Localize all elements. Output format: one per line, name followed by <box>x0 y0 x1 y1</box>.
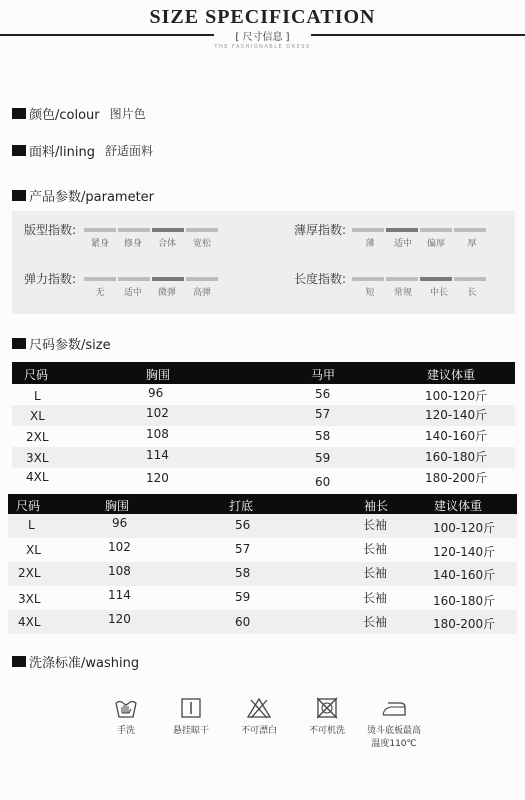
header-size: 尺码 <box>24 368 49 382</box>
cell-size: 2XL <box>18 566 41 580</box>
size-table-vest <box>12 362 515 489</box>
cell-sleeve: 长袖 <box>363 566 388 580</box>
size-section <box>12 334 111 353</box>
cell-base: 56 <box>235 518 251 532</box>
option-label: 微弹 <box>157 288 176 298</box>
stretch-index-label: 弹力指数: <box>24 272 77 286</box>
cell-chest: 120 <box>108 612 131 626</box>
cell-size: 2XL <box>26 430 49 444</box>
cell-weight: 180-200斤 <box>425 471 488 485</box>
parameter-panel <box>12 211 515 314</box>
square-bullet-icon <box>12 145 26 156</box>
header-subtitle: [ 尺寸信息 ] <box>0 28 525 43</box>
cell-chest: 108 <box>146 427 169 441</box>
wash-label: 不可机洗 <box>308 726 345 736</box>
colour-heading: 颜色/colour <box>29 108 100 123</box>
level-segment <box>386 277 418 281</box>
header-chest: 胸围 <box>105 499 130 513</box>
option-label: 修身 <box>123 239 142 249</box>
cell-weight: 100-120斤 <box>433 521 496 535</box>
cell-vest: 60 <box>315 475 331 489</box>
cell-size: XL <box>30 409 45 423</box>
hand-wash-icon <box>114 697 138 719</box>
header-size: 尺码 <box>16 499 41 513</box>
wash-label: 烫斗底板最高 <box>366 726 421 736</box>
colour-value: 图片色 <box>109 107 146 121</box>
table-row <box>8 562 517 586</box>
wash-item-iron <box>362 697 426 749</box>
level-segment <box>420 228 452 232</box>
cell-chest: 120 <box>146 471 169 485</box>
level-segment <box>186 277 218 281</box>
option-label: 中长 <box>429 288 448 298</box>
cell-weight: 160-180斤 <box>425 450 488 464</box>
level-segment <box>152 277 184 281</box>
table-header-row <box>8 494 517 514</box>
cell-base: 60 <box>235 615 251 629</box>
cell-size: L <box>34 389 41 403</box>
level-segment <box>118 228 150 232</box>
cell-base: 57 <box>235 542 251 556</box>
cell-vest: 59 <box>315 451 331 465</box>
cell-base: 59 <box>235 590 251 604</box>
cell-weight: 160-180斤 <box>433 594 496 608</box>
header-base: 打底 <box>229 499 254 513</box>
cell-weight: 180-200斤 <box>433 617 496 631</box>
parameter-section <box>12 186 154 205</box>
cell-weight: 120-140斤 <box>425 408 488 422</box>
option-label: 紧身 <box>90 239 109 249</box>
cell-vest: 57 <box>315 407 331 421</box>
cell-vest: 56 <box>315 387 331 401</box>
cell-sleeve: 长袖 <box>363 518 388 532</box>
cell-base: 58 <box>235 566 251 580</box>
colour-section <box>12 104 146 123</box>
square-bullet-icon <box>12 656 26 667</box>
cell-size: 4XL <box>26 470 49 484</box>
option-label: 偏厚 <box>426 239 445 249</box>
fit-index-label: 版型指数: <box>24 223 77 237</box>
option-label: 合体 <box>157 239 176 249</box>
level-segment <box>84 228 116 232</box>
cell-chest: 96 <box>148 386 164 400</box>
wash-label: 手洗 <box>116 726 135 736</box>
cell-weight: 140-160斤 <box>425 429 488 443</box>
level-segment <box>84 277 116 281</box>
iron-icon <box>380 697 408 719</box>
option-label: 薄 <box>365 239 375 249</box>
thickness-index-label: 薄厚指数: <box>294 223 347 237</box>
level-segment <box>118 277 150 281</box>
thickness-index-bar <box>352 228 492 232</box>
stretch-index-bar <box>84 277 224 281</box>
level-segment <box>454 228 486 232</box>
cell-vest: 58 <box>315 429 331 443</box>
page-title: SIZE SPECIFICATION <box>149 6 376 28</box>
level-segment <box>186 228 218 232</box>
header-weight: 建议体重 <box>434 499 483 513</box>
lining-section <box>12 141 153 160</box>
size-heading: 尺码参数/size <box>29 338 111 353</box>
option-label: 常规 <box>393 288 412 298</box>
level-segment <box>386 228 418 232</box>
table-row <box>8 610 517 634</box>
table-row <box>12 447 515 468</box>
option-label: 适中 <box>393 239 412 249</box>
option-label: 宽松 <box>192 239 211 249</box>
wash-item-no-machine-wash <box>304 697 350 736</box>
level-segment <box>352 228 384 232</box>
level-segment <box>420 277 452 281</box>
cell-chest: 102 <box>108 540 131 554</box>
wash-item-hang-dry <box>166 697 216 736</box>
header-sleeve: 袖长 <box>364 499 389 513</box>
option-label: 长 <box>467 288 477 298</box>
cell-weight: 100-120斤 <box>425 389 488 403</box>
header-vest: 马甲 <box>311 368 336 382</box>
square-bullet-icon <box>12 338 26 349</box>
option-label: 短 <box>365 288 375 298</box>
cell-chest: 114 <box>108 588 131 602</box>
table-row <box>12 405 515 426</box>
level-segment <box>152 228 184 232</box>
option-label: 高弹 <box>192 288 211 298</box>
size-table-base-layer <box>8 494 517 634</box>
header-chest: 胸围 <box>146 368 171 382</box>
cell-weight: 120-140斤 <box>433 545 496 559</box>
fit-index-bar <box>84 228 224 232</box>
option-label: 适中 <box>123 288 142 298</box>
cell-chest: 114 <box>146 448 169 462</box>
wash-item-no-bleach <box>236 697 282 736</box>
parameter-heading: 产品参数/parameter <box>29 190 155 205</box>
option-label: 无 <box>95 288 105 298</box>
cell-chest: 102 <box>146 406 169 420</box>
hang-dry-icon <box>179 697 203 719</box>
wash-label: 悬挂晾干 <box>172 726 209 736</box>
table-row <box>8 538 517 562</box>
table-header-row <box>12 362 515 384</box>
cell-sleeve: 长袖 <box>363 542 388 556</box>
no-bleach-icon <box>246 697 272 719</box>
lining-heading: 面料/lining <box>29 145 95 160</box>
header-tagline: THE FASHIONABLE DRESS <box>214 44 311 50</box>
table-row <box>12 468 515 489</box>
table-row <box>12 426 515 447</box>
cell-size: 3XL <box>26 451 49 465</box>
square-bullet-icon <box>12 190 26 201</box>
cell-size: L <box>28 518 35 532</box>
cell-sleeve: 长袖 <box>363 591 388 605</box>
wash-item-hand <box>106 697 146 736</box>
table-row <box>8 586 517 610</box>
washing-section <box>12 652 139 671</box>
header-weight: 建议体重 <box>427 368 476 382</box>
level-segment <box>454 277 486 281</box>
length-index-bar <box>352 277 492 281</box>
no-machine-wash-icon <box>315 697 339 719</box>
cell-sleeve: 长袖 <box>363 615 388 629</box>
option-label: 厚 <box>467 239 477 249</box>
table-row <box>8 514 517 538</box>
washing-heading: 洗涤标准/washing <box>29 656 140 671</box>
table-row <box>12 384 515 405</box>
level-segment <box>352 277 384 281</box>
wash-label-line2: 温度110℃ <box>371 739 417 749</box>
cell-chest: 96 <box>112 516 128 530</box>
square-bullet-icon <box>12 108 26 119</box>
cell-chest: 108 <box>108 564 131 578</box>
cell-size: 4XL <box>18 615 41 629</box>
cell-weight: 140-160斤 <box>433 568 496 582</box>
wash-label: 不可漂白 <box>240 726 277 736</box>
lining-value: 舒适面料 <box>104 144 153 158</box>
cell-size: 3XL <box>18 592 41 606</box>
cell-size: XL <box>26 543 41 557</box>
length-index-label: 长度指数: <box>294 272 347 286</box>
